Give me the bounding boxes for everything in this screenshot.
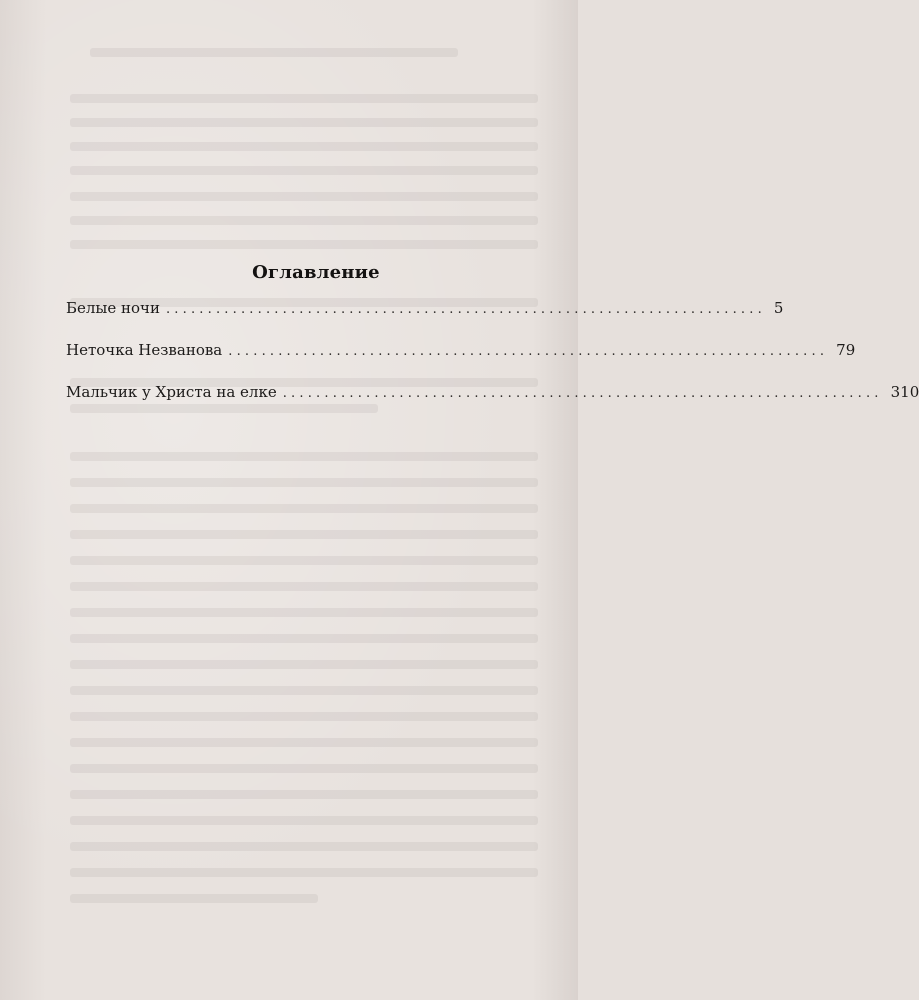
bleed-through-line [70, 790, 538, 799]
bleed-through-line [70, 166, 538, 175]
bleed-through-line [70, 216, 538, 225]
toc-entry-page: 5 [773, 299, 784, 317]
bleed-through-line [70, 842, 538, 851]
dot-leader: ........................................................................ [228, 344, 829, 359]
toc-entry[interactable] [66, 297, 784, 319]
bleed-through-line [70, 738, 538, 747]
toc-entry[interactable] [66, 339, 856, 361]
dot-leader: ........................................................................ [165, 302, 766, 317]
bleed-through-line [70, 764, 538, 773]
bleed-through-line [90, 48, 458, 57]
bleed-through-line [70, 504, 538, 513]
bleed-through-line [70, 118, 538, 127]
toc-entry-title: Белые ночи [66, 299, 160, 317]
bleed-through-line [70, 240, 538, 249]
toc-entry-page: 79 [836, 341, 856, 359]
bleed-through-line [70, 686, 538, 695]
bleed-through-line [70, 660, 538, 669]
bleed-through-line [70, 712, 538, 721]
table-of-contents [66, 262, 919, 423]
bleed-through-line [70, 530, 538, 539]
toc-entry-title: Неточка Незванова [66, 341, 223, 359]
toc-entry-page: 310 [890, 383, 919, 401]
toc-entry[interactable] [66, 381, 919, 403]
toc-entry-title: Мальчик у Христа на елке [66, 383, 277, 401]
bleed-through-line [70, 582, 538, 591]
bleed-through-line [70, 608, 538, 617]
bleed-through-line [70, 868, 538, 877]
bleed-through-line [70, 556, 538, 565]
bleed-through-line [70, 142, 538, 151]
bleed-through-line [70, 816, 538, 825]
bleed-through-line [70, 478, 538, 487]
bleed-through-line [70, 634, 538, 643]
bleed-through-line [70, 192, 538, 201]
bleed-through-line [70, 94, 538, 103]
bleed-through-line [70, 894, 318, 903]
bleed-through-line [70, 452, 538, 461]
toc-heading: Оглавление [252, 262, 380, 283]
dot-leader: ........................................................................ [282, 386, 883, 401]
